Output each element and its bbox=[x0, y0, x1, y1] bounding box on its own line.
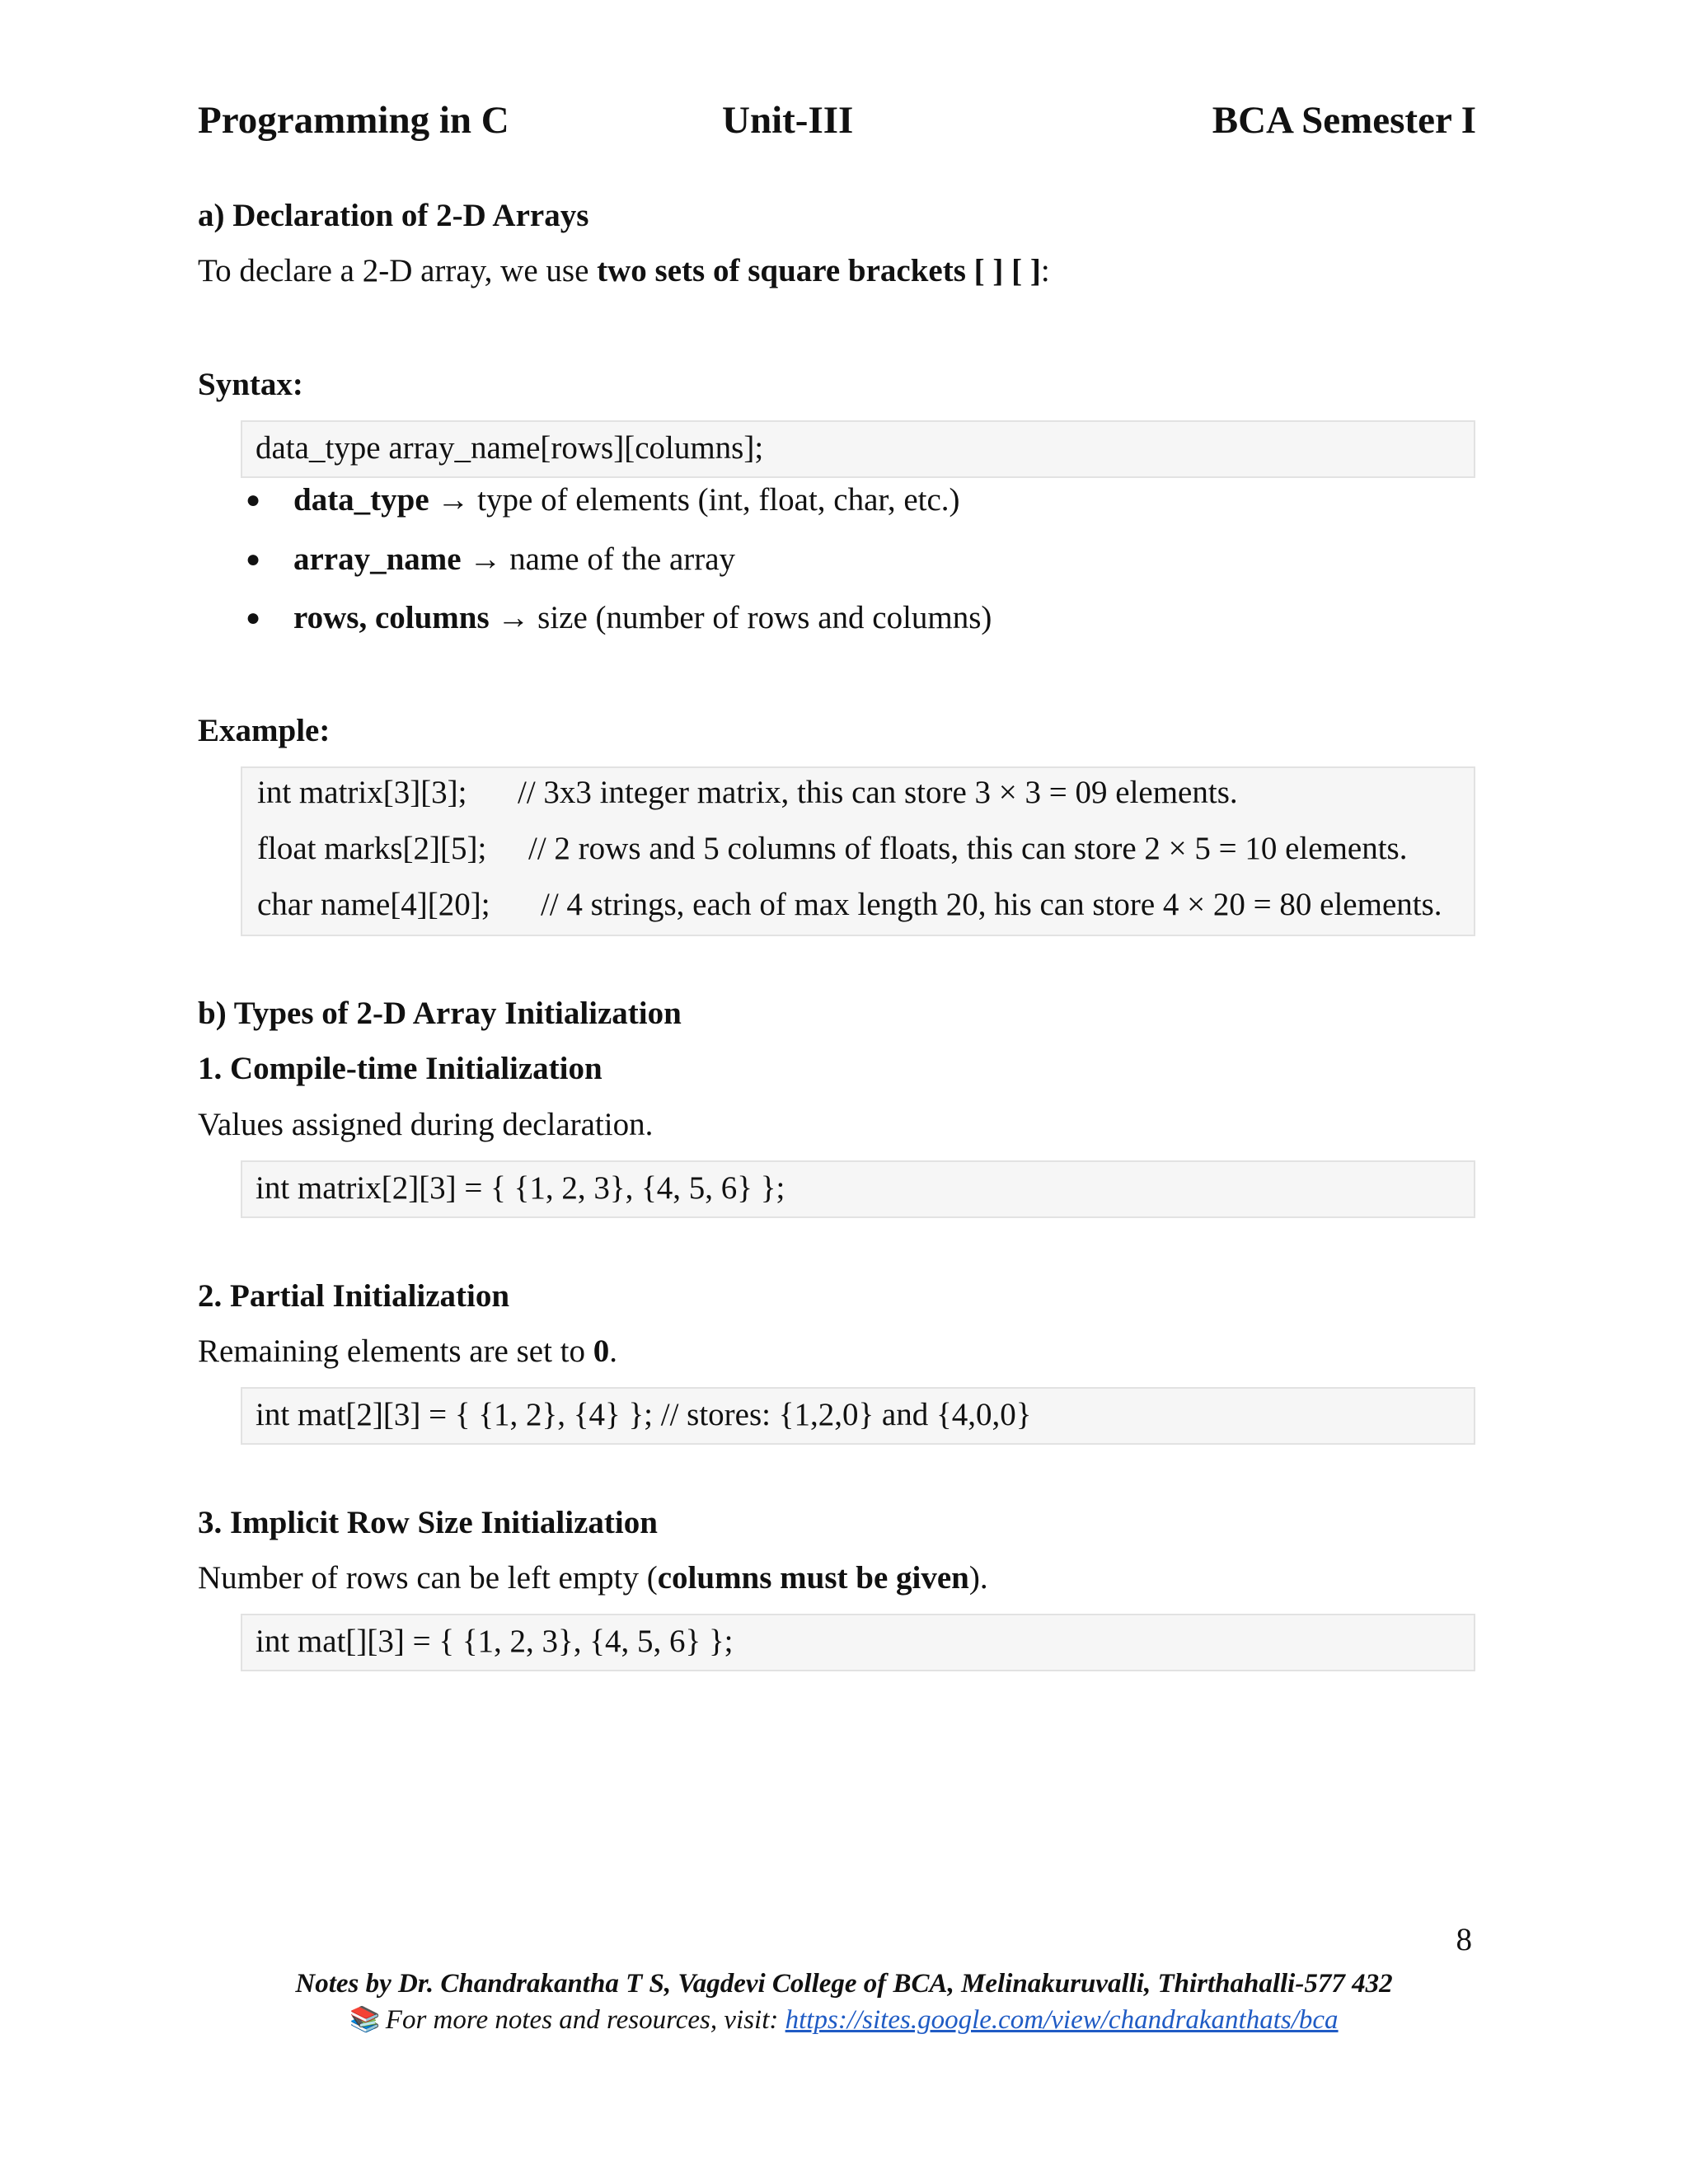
compile-time-heading: 1. Compile-time Initialization bbox=[198, 1051, 603, 1086]
section-a-intro bbox=[198, 251, 1050, 291]
example-code-box bbox=[241, 766, 1475, 936]
compile-time-code: int matrix[2][3] = { {1, 2, 3}, {4, 5, 6} }; bbox=[256, 1170, 785, 1206]
implicit-heading: 3. Implicit Row Size Initialization bbox=[198, 1505, 658, 1540]
partial-heading: 2. Partial Initialization bbox=[198, 1278, 510, 1314]
intro-prefix: To declare a 2-D array, we use bbox=[198, 253, 598, 288]
bullet-term: rows, columns bbox=[293, 600, 490, 635]
syntax-label: Syntax: bbox=[198, 367, 303, 402]
implicit-desc-bold: columns must be given bbox=[657, 1560, 969, 1596]
header-unit: Unit-III bbox=[722, 99, 854, 142]
header-semester: BCA Semester I bbox=[1212, 99, 1476, 142]
partial-desc-bold: 0 bbox=[593, 1333, 610, 1369]
footer-resources-link[interactable]: https://sites.google.com/view/chandrakanthats/bca bbox=[785, 2005, 1339, 2035]
footer-resources-prefix: For more notes and resources, visit: bbox=[385, 2005, 785, 2035]
books-icon: 📚 bbox=[349, 2006, 381, 2033]
bullet-desc: → name of the array bbox=[461, 541, 736, 577]
implicit-code-box bbox=[241, 1614, 1475, 1671]
intro-bold: two sets of square brackets [ ] [ ] bbox=[597, 253, 1041, 288]
partial-desc-prefix: Remaining elements are set to bbox=[198, 1333, 593, 1369]
example-code: int matrix[3][3]; bbox=[257, 775, 467, 810]
intro-suffix: : bbox=[1040, 253, 1050, 288]
implicit-desc bbox=[198, 1558, 988, 1598]
example-label: Example: bbox=[198, 713, 331, 748]
example-comment: // 3x3 integer matrix, this can store 3 × 3 = 09 elements. bbox=[518, 775, 1238, 810]
section-a-heading: a) Declaration of 2-D Arrays bbox=[198, 198, 589, 233]
implicit-desc-suffix: ). bbox=[968, 1560, 988, 1596]
partial-desc bbox=[198, 1332, 617, 1371]
bullet-desc: → type of elements (int, float, char, etc.) bbox=[429, 482, 960, 518]
syntax-code-box bbox=[241, 420, 1475, 478]
example-code: char name[4][20]; bbox=[257, 887, 490, 922]
footer-author-line: Notes by Dr. Chandrakantha T S, Vagdevi College of BCA, Melinakuruvalli, Thirthahalli-577 432 bbox=[295, 1969, 1393, 1999]
example-code: float marks[2][5]; bbox=[257, 831, 487, 866]
page-number: 8 bbox=[1456, 1922, 1472, 1957]
partial-code: int mat[2][3] = { {1, 2}, {4} }; // stores: {1,2,0} and {4,0,0} bbox=[256, 1397, 1032, 1432]
bullet-term: data_type bbox=[293, 482, 429, 518]
section-b-heading: b) Types of 2-D Array Initialization bbox=[198, 996, 682, 1031]
bullet-text bbox=[293, 540, 735, 579]
partial-code-box bbox=[241, 1387, 1475, 1445]
bullet-term: array_name bbox=[293, 541, 462, 577]
example-comment: // 2 rows and 5 columns of floats, this can store 2 × 5 = 10 elements. bbox=[528, 831, 1408, 866]
implicit-code: int mat[][3] = { {1, 2, 3}, {4, 5, 6} }; bbox=[256, 1624, 734, 1659]
compile-time-code-box bbox=[241, 1160, 1475, 1218]
footer-resources-line bbox=[0, 2003, 1688, 2037]
bullet-text bbox=[293, 598, 992, 638]
compile-time-desc: Values assigned during declaration. bbox=[198, 1107, 654, 1142]
bullet-icon: ● bbox=[246, 486, 261, 513]
bullet-icon: ● bbox=[246, 604, 261, 631]
partial-desc-suffix: . bbox=[609, 1333, 618, 1369]
bullet-text bbox=[293, 480, 960, 520]
implicit-desc-prefix: Number of rows can be left empty ( bbox=[198, 1560, 658, 1596]
syntax-code: data_type array_name[rows][columns]; bbox=[256, 430, 764, 466]
example-comment: // 4 strings, each of max length 20, his can store 4 × 20 = 80 elements. bbox=[541, 887, 1442, 922]
header-course-title: Programming in C bbox=[198, 99, 509, 142]
bullet-desc: → size (number of rows and columns) bbox=[489, 600, 992, 635]
bullet-icon: ● bbox=[246, 546, 261, 573]
